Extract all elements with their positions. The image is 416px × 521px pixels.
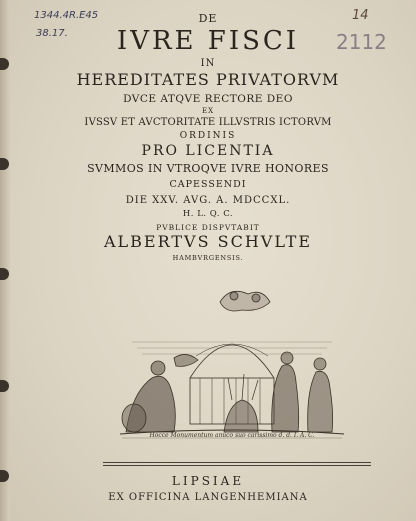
title-line-duce: DVCE ATQVE RECTORE DEO <box>123 93 293 105</box>
imprint-rule-top <box>103 462 371 463</box>
title-line-in: IN <box>200 58 216 69</box>
title-line-capessendi: CAPESSENDI <box>169 179 247 190</box>
title-main: IVRE FISCI <box>116 26 300 56</box>
title-line-iussu: IVSSV ET AVCTORITATE ILLVSTRIS ICTORVM <box>84 117 332 128</box>
title-line-ex: EX <box>201 107 215 115</box>
author-name: ALBERTVS SCHVLTE <box>103 232 313 251</box>
date-annotation: 38.17. <box>36 28 68 39</box>
engraving-caption: Hocce Monumentum amico suo carissimo d. d. I. A. C. <box>149 432 315 439</box>
title-line-de: DE <box>198 12 218 25</box>
number-annotation-mid: 2112 <box>336 30 387 54</box>
author-origin: HAMBVRGENSIS. <box>172 254 244 262</box>
title-subject: HEREDITATES PRIVATORVM <box>76 70 340 89</box>
title-line-hlqc: H. L. Q. C. <box>182 209 234 219</box>
title-line-pro-licentia: PRO LICENTIA <box>141 143 275 159</box>
title-line-publice: PVBLICE DISPVTABIT <box>156 223 260 232</box>
shelf-mark-annotation: 1344.4R.E45 <box>34 10 99 21</box>
imprint-rule-bottom <box>103 465 371 466</box>
number-annotation-top: 14 <box>352 8 369 23</box>
title-line-ordinis: ORDINIS <box>179 131 237 141</box>
imprint-place: LIPSIAE <box>171 474 245 488</box>
title-line-summos: SVMMOS IN VTROQVE IVRE HONORES <box>87 162 329 175</box>
imprint-printer: EX OFFICINA LANGENHEMIANA <box>108 492 308 503</box>
engraving-vignette <box>112 282 352 444</box>
disputation-date: DIE XXV. AVG. A. MDCCXL. <box>125 195 291 206</box>
